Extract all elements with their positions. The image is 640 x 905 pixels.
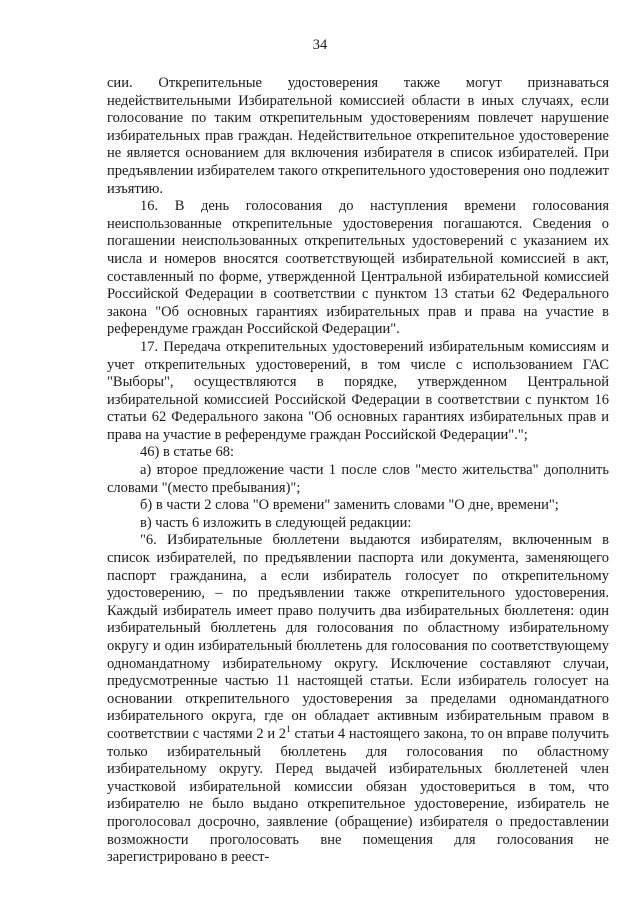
paragraph-part-6-text — [107, 532, 609, 866]
part-6-text-start: "6. Избирательные бюллетени выдаются избирателям, включенным в список избирателей, по предъявлении паспорта или документа, заменяющего паспорт гражданина, а если избиратель голосует по открепительному удостоверению, – по предъявлении также открепительного удостоверения. Каждый избиратель имеет право получить два избирательных бюллетеня: один избирательный бюллетень для голосования по областному избирательному округу и один избирательный бюллетень для голосования по соответствующему одномандатному избирательному округу. Исключение составляют случаи, предусмотренные частью 11 настоящей статьи. Если избиратель голосует на основании открепительного удостоверения за пределами одномандатного избирательного округа, где он обладает активным избирательным правом в соответствии с частями 2 и 2 — [107, 532, 609, 742]
paragraph-item-16: 16. В день голосования до наступления времени голосования неиспользованные открепительные удостоверения погашаются. Сведения о погашении неиспользованных открепительных удостоверений с указанием их числа и номеров вносятся соответствующей избирательной комиссией в акт, составленный по форме, утвержденной Центральной избирательной комиссией Российской Федерации в соответствии с пунктом 13 статьи 62 Федерального закона "Об основных гарантиях избирательных прав и права на участие в референдуме граждан Российской Федерации". — [107, 198, 609, 338]
superscript-marker: 1 — [286, 725, 291, 736]
paragraph-item-46: 46) в статье 68: — [140, 444, 234, 461]
paragraph-subitem-v: в) часть 6 изложить в следующей редакции: — [140, 514, 412, 531]
paragraph-subitem-a: а) второе предложение части 1 после слов "место жительства" дополнить словами "(место пребывания)"; — [107, 462, 609, 496]
document-body — [107, 75, 609, 867]
paragraph-subitem-b: б) в части 2 слова "О времени" заменить словами "О дне, времени"; — [140, 497, 559, 514]
page-number: 34 — [312, 37, 328, 53]
part-6-text-end: статьи 4 настоящего закона, то он вправе получить только избирательный бюллетень для голосования по областному избирательному округу. Перед выдачей избирательных бюллетеней член участковой избирательной комиссии обязан удостовериться в том, что избирателю не было выдано открепительное удостоверение, избиратель не проголосовал досрочно, заявление (обращение) избирателя о предоставлении возможности проголосовать вне помещения для голосования не зарегистрировано в реест- — [107, 725, 609, 866]
paragraph-continuation: сии. Открепительные удостоверения также могут признаваться недействительными Избирательной комиссией области в иных случаях, если голосование по таким открепительным удостоверениям повлечет нарушение избирательных прав граждан. Недействительное открепительное удостоверение не является основанием для включения избирателя в список избирателей. При предъявлении избирателем такого открепительного удостоверения оно подлежит изъятию. — [107, 75, 609, 197]
paragraph-item-17: 17. Передача открепительных удостоверений избирательным комиссиям и учет открепительных удостоверений, в том числе с использованием ГАС "Выборы", осуществляются в порядке, утвержденном Центральной избирательной комиссией Российской Федерации в соответствии с пунктом 16 статьи 62 Федерального закона "Об основных гарантиях избирательных прав и права на участие в референдуме граждан Российской Федерации"."; — [107, 338, 609, 443]
